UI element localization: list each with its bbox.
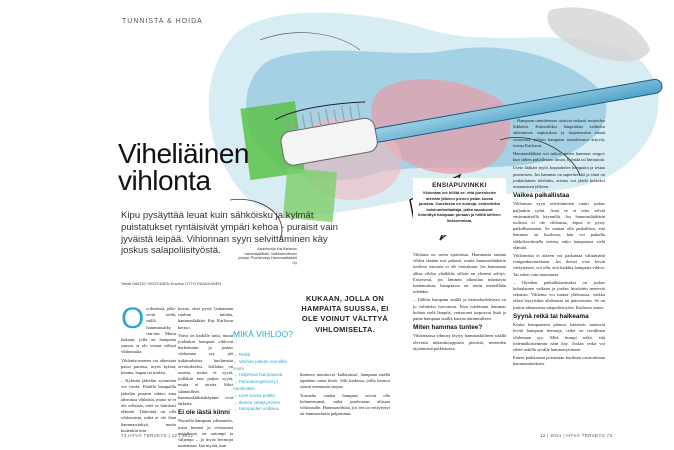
paragraph: – Tällöin hampaan sisällä ja hermokudoksissa on jo valmiiksi turvotusta. Kun tulehtunut hammas kohtaa vielä lämpöä, verisuonet turpoavat lisää ja paine hampaan sisällä kasvaa äärimmilleen. [413,297,506,322]
drop-cap: O [121,302,145,335]
paragraph: n ilmiöstä, jolla-etvät tiedä, millä hammassärky tun-tuu. Muttu kukaan, jolla on hampaita suussa, ei ole voinut välttyä vihlonnalta. [121,306,176,355]
section-label: TUNNISTA & HOIDA [122,18,203,25]
article-lead: Kipu pysäyttää leuat kuin sähköisku ja kylmät puistatukset ryntäisivät ympäri kehoa - puraisit vain jyväistä leipää. Vihlonnan syyn selvittäminen käy joskus salapoliisityöstä. [121,210,339,257]
body-column-1 [121,302,176,433]
paragraph: – Oireiden paikallistamiseksi on joskus kohtalainen vaikeaa ja joskus hiuslohin menevät sekaisin. Vihlonta voi tuntua yläleuassa, vaikka oikea löytyisikin alaleuasta tai päinvastoin. Se on joskus aikamoista salapoliisityötä, Karlsson sanoo. [513,279,605,310]
paragraph: Vihlonnassa ydinosy läytyy hammaskiilteen sisällä olevasta mikroskooppisen pienistä, nesteiden täyttämistä putkistoista. [413,333,506,351]
subheading: Miten hammas tuntee? [413,324,483,332]
arrow-icon: → [233,358,239,364]
sidebar-item: → Reikä [233,352,251,357]
arrow-icon: → [233,372,239,378]
paragraph: Hammaslääkäri voi tutkia, miten hammas reagoi: kun siihen puhalletaan ilmaa, kylmää tai lämmintä. [513,151,605,163]
arrow-icon: → [233,406,239,412]
paragraph: Ennen paikkausta poistetaan kariksen vaurioittama hammasaineksen. [513,355,605,367]
page-folio-right: 12 | 2021 | HYVÄ TERVEYS 73 [540,433,613,438]
paragraph: Vihlonta on usein ajoittaista. Hammasta saattaa vihloa tänään tosi pahasti, mutta hammaslääkärin tuolissa vaivasta ei ole tietoakaan. Jos hammasta alkaa vihloa yhtäkkiä, silloin on yleensä selitys. Erityisesti, jos lämmin aiheuttaa inhottavia tuntemuksia, hampaassa on usein meneillään tulehdus. [413,252,506,295]
article-title: Viheliäinen vihlonta [118,138,249,196]
body-column-4 [413,252,506,428]
subheading: Ei ole iästä kiinni [178,409,230,417]
sidebar-item: → Hampaiden valkaisu [233,406,280,412]
body-column-3 [300,372,390,428]
body-column-5 [513,118,605,428]
sidebar-title: MIKÄ VIHLOO? [233,329,293,339]
arrow-icon: → [233,352,239,357]
paragraph: kovaa, ettei pysty laittamaan suuhun mitään, hammaslääkäri Kaj Karlsson kertoo. [178,306,233,330]
sidebar-item: → Purentaongelmat ja narskuttelu [233,379,278,391]
sidebar-list [233,352,295,413]
sidebar-item: → Ikenen vetäytyminen [233,399,281,405]
article-credit: Teksti MARJO HENTUNEN Kuvitus OTTO PAAKKANEN [121,281,222,286]
paragraph: Toisaalta vanhat hampaat voivat olla kuluneemmat, mikä puolestaan altistaa vihlonnalle. Hammasvihlaa, jos ien on vetäytynyt tai hammasluula paljastunut. [300,392,390,417]
paragraph: Vihlonnista ei aikeen voi paikantaa välttämättä röntgenkuvastakaan. Jos ikenet ovat kovin vetäytyneet, voi olla, että kaikkia hampaita vihloo. Tai sitten vain muutamaa. [513,253,605,277]
page-folio-left: 72 HYVÄ TERVEYS | 12 | 2021 [121,433,194,438]
paragraph: Usein lääkäri myös kopauttelee hampaita ja testaa puremisen. Jos hammas on superherkkä ja siinä on jonkinlainen tulehdus, aristus voi jäädä hetkeksi testaamisen jälkeen. [513,165,605,190]
sidebar-item: → Vanhan paikan reunoilla vuoto [233,358,287,371]
arrow-icon: → [233,379,239,385]
arrow-icon: → [233,392,239,398]
tip-box [413,178,506,235]
sidebar-item: → Liian kovaa pokka [233,392,275,398]
paragraph: Nuorella hampaan ydinontelo, jossa hermot ja verisuonet majailevat, on ontompi ja väljempi – ja myös hermopi tuntemaan. Iän myötä, kun [178,418,233,449]
tip-box-title: ENSIAPUVINKKI [432,182,487,189]
paragraph: Vihlonta-tunteen voi aiheuttaa paitsi puraisu, myös kylmä, kuuma, hapan tai makea. [121,357,176,376]
paragraph: Koska hampaaseen päässyt bakteerit saattavat levitä hampaan hermoja, reikä on tavallinen vihlonnan syy. Mitä isompi reikä, sitä todennäköisemmin näin käy. Joskus reikä voi edetä todella syvälle hammasytimeen. [513,322,605,352]
paragraph: – Hampaan tuntohermot aistivat tarkasti nesteiden liikkeitä. Esimerkiksi lämpötilan vaihtelut aiheuttavat supistuksia ja laajenemisia nämä sisäisessä, jolloin hampaan tuntohermot ärtyvät, toteaa Karlsson. [513,118,605,148]
subheading: Vaikea paikallistaa [513,192,570,200]
photo-caption: Asiantuntija Kaj Karlsson hammaslääkäri, Valkeistevähnen johtaja, Plus'terveys Hammaslääkärit Oy [238,247,297,265]
pull-quote: KUKAAN, JOLLA ON HAMPAITA SUUSSA, EI OLE VOINUT VÄLTTYÄ VIHLOMISELTA. [301,294,389,334]
paragraph: Vihlonnan syyn selvittäminen vaatii joskus paljonkin työtä. Aina se ei edes selviä ensimmäisellä käynnillä. Jos hammaslääkärin tuolissa ei ole vihlontaa, kipua ei pysty paikallistamaan. Se saattaa olla paikallista, että hammas on kuolossa, hän voi paikalla sähkökorttimella testata, onko hampaassa vielä elämää. [513,201,605,250]
paragraph: – Kylmän jäätelön syöminen voi tiivää. Ehöillä hampailla jäätelön puraisu tahtoo aina aiheuttaa vihlaista, mutta se ei ole sellaista, ettei se häiritsisi elämää. Tärkeintä on olla vihlonnista, mikä ei ole ihan hammassärkyä, mutta kuitenkin niin [121,378,176,433]
subheading: Syynä reikä tai halkeama [513,312,589,320]
tip-box-text: Vihlontaa voi hillitä se, että pureskelee ateriain jälkeen pienen palan kovaa juustoa. Juustossa on suoloja, esimerkiksi kalsiumfosfaattaja, jotka saostuvat kiinnittyä hampaan pintaan ja hillitä kiilteen liukenemista. [418,190,501,223]
body-column-2 [178,306,233,449]
paragraph: Vaiva on kaikille tuttu, mutta joidenkin hampaat vihlovat herkemmin ja joskus vihlonnan syy jää tutkimuksista huolimatta arvoitukseksi. Joillakin on omista, mutta ei syytä, joillakin taas paljon syytä, mutta ei oireita. Siksi säännölliset hammaslääkärikäynnit ovat tärkeitä. [178,332,233,407]
paragraph: ihminen muuttuvat 'kalkkiutuu', hampaan sisällä tapahtuu sama ilmiö. Silti kaikissa, joilla hermot saavat enemmän suojaa. [300,372,390,390]
sidebar-item: → Haljennut hampaassa [233,372,283,378]
arrow-icon: → [233,399,239,405]
